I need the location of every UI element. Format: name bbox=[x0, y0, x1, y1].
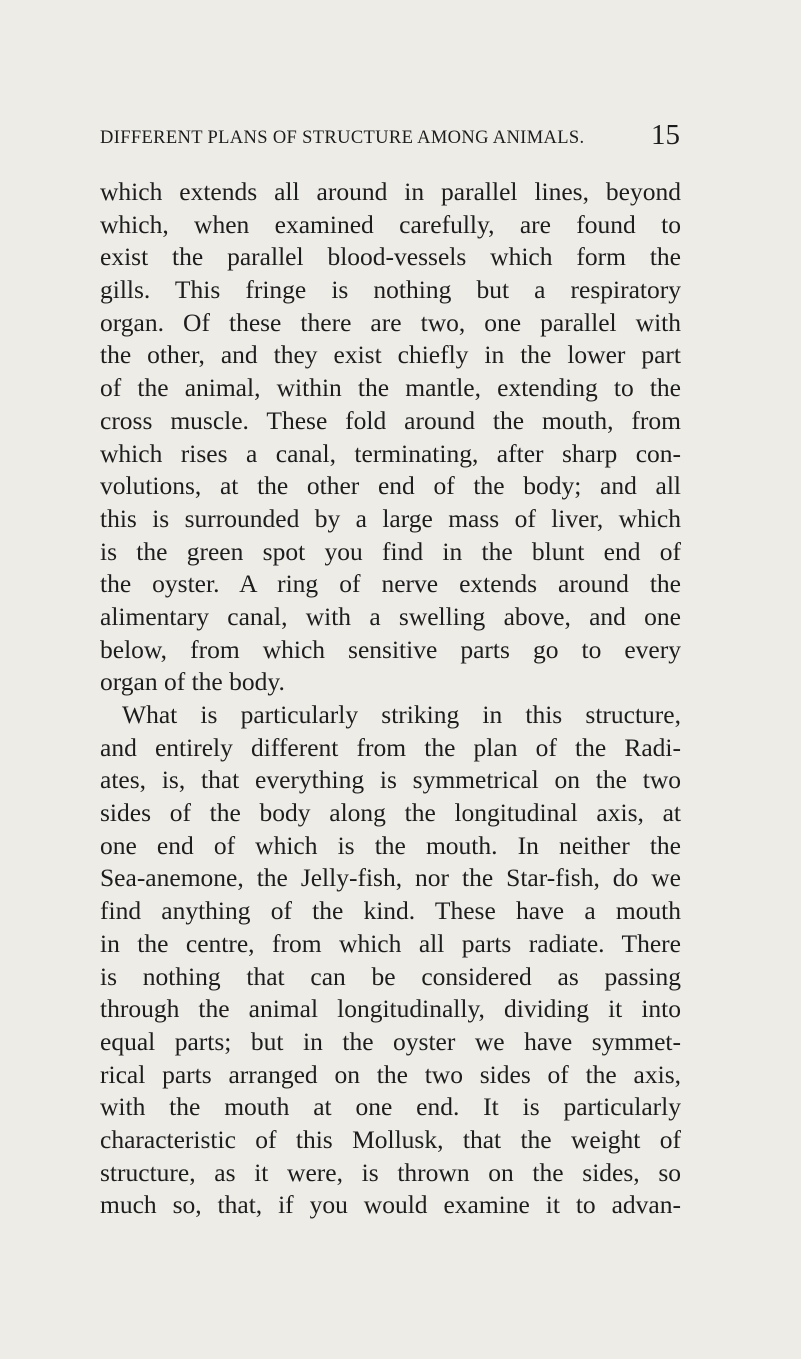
text-line: through the animal longitudinally, dividing it into bbox=[100, 994, 681, 1024]
text-line: structure, as it were, is thrown on the sides, so bbox=[100, 1157, 681, 1187]
text-line: ates, is, that everything is symmetrical on the two bbox=[100, 765, 681, 795]
text-line: gills. This fringe is nothing but a respiratory bbox=[100, 275, 681, 305]
text-line: rical parts arranged on the two sides of the axis, bbox=[100, 1059, 681, 1089]
text-line: find anything of the kind. These have a mouth bbox=[100, 896, 681, 926]
body-text bbox=[100, 176, 681, 1222]
text-line: the oyster. A ring of nerve extends around the bbox=[100, 569, 681, 599]
paragraph-start-line: What is particularly striking in this structure, bbox=[122, 700, 681, 729]
text-line: cross muscle. These fold around the mouth, from bbox=[100, 405, 681, 435]
text-line: equal parts; but in the oyster we have symmet- bbox=[100, 1026, 681, 1056]
text-line: which, when examined carefully, are found to bbox=[100, 209, 681, 239]
text-line: characteristic of this Mollusk, that the weight of bbox=[100, 1124, 681, 1154]
paragraph-end-line: organ of the body. bbox=[100, 667, 285, 697]
running-head bbox=[100, 119, 680, 158]
text-line: which extends all around in parallel lines, beyond bbox=[100, 177, 681, 206]
text-line: this is surrounded by a large mass of liver, which bbox=[100, 503, 681, 533]
text-line: volutions, at the other end of the body; and all bbox=[100, 471, 681, 501]
text-line: exist the parallel blood-vessels which form the bbox=[100, 242, 681, 272]
text-line: and entirely different from the plan of the Radi- bbox=[100, 732, 681, 762]
text-line: below, from which sensitive parts go to every bbox=[100, 634, 681, 664]
text-line: is nothing that can be considered as passing bbox=[100, 961, 681, 991]
text-line: much so, that, if you would examine it to advan- bbox=[100, 1190, 681, 1220]
text-line: which rises a canal, terminating, after sharp con- bbox=[100, 438, 681, 468]
text-line: alimentary canal, with a swelling above, and one bbox=[100, 601, 681, 631]
text-line: of the animal, within the mantle, extending to the bbox=[100, 373, 681, 403]
page-number: 15 bbox=[651, 119, 680, 151]
text-line: the other, and they exist chiefly in the lower part bbox=[100, 340, 681, 370]
text-line: Sea-anemone, the Jelly-fish, nor the Star-fish, do we bbox=[100, 863, 681, 893]
text-line: with the mouth at one end. It is particularly bbox=[100, 1092, 681, 1122]
text-line: organ. Of these there are two, one parallel with bbox=[100, 307, 681, 337]
running-head-title: DIFFERENT PLANS OF STRUCTURE AMONG ANIMALS. bbox=[100, 128, 585, 148]
text-line: sides of the body along the longitudinal axis, at bbox=[100, 798, 681, 828]
text-line: is the green spot you find in the blunt end of bbox=[100, 536, 681, 566]
text-line: in the centre, from which all parts radiate. There bbox=[100, 928, 681, 958]
text-line: one end of which is the mouth. In neither the bbox=[100, 830, 681, 860]
